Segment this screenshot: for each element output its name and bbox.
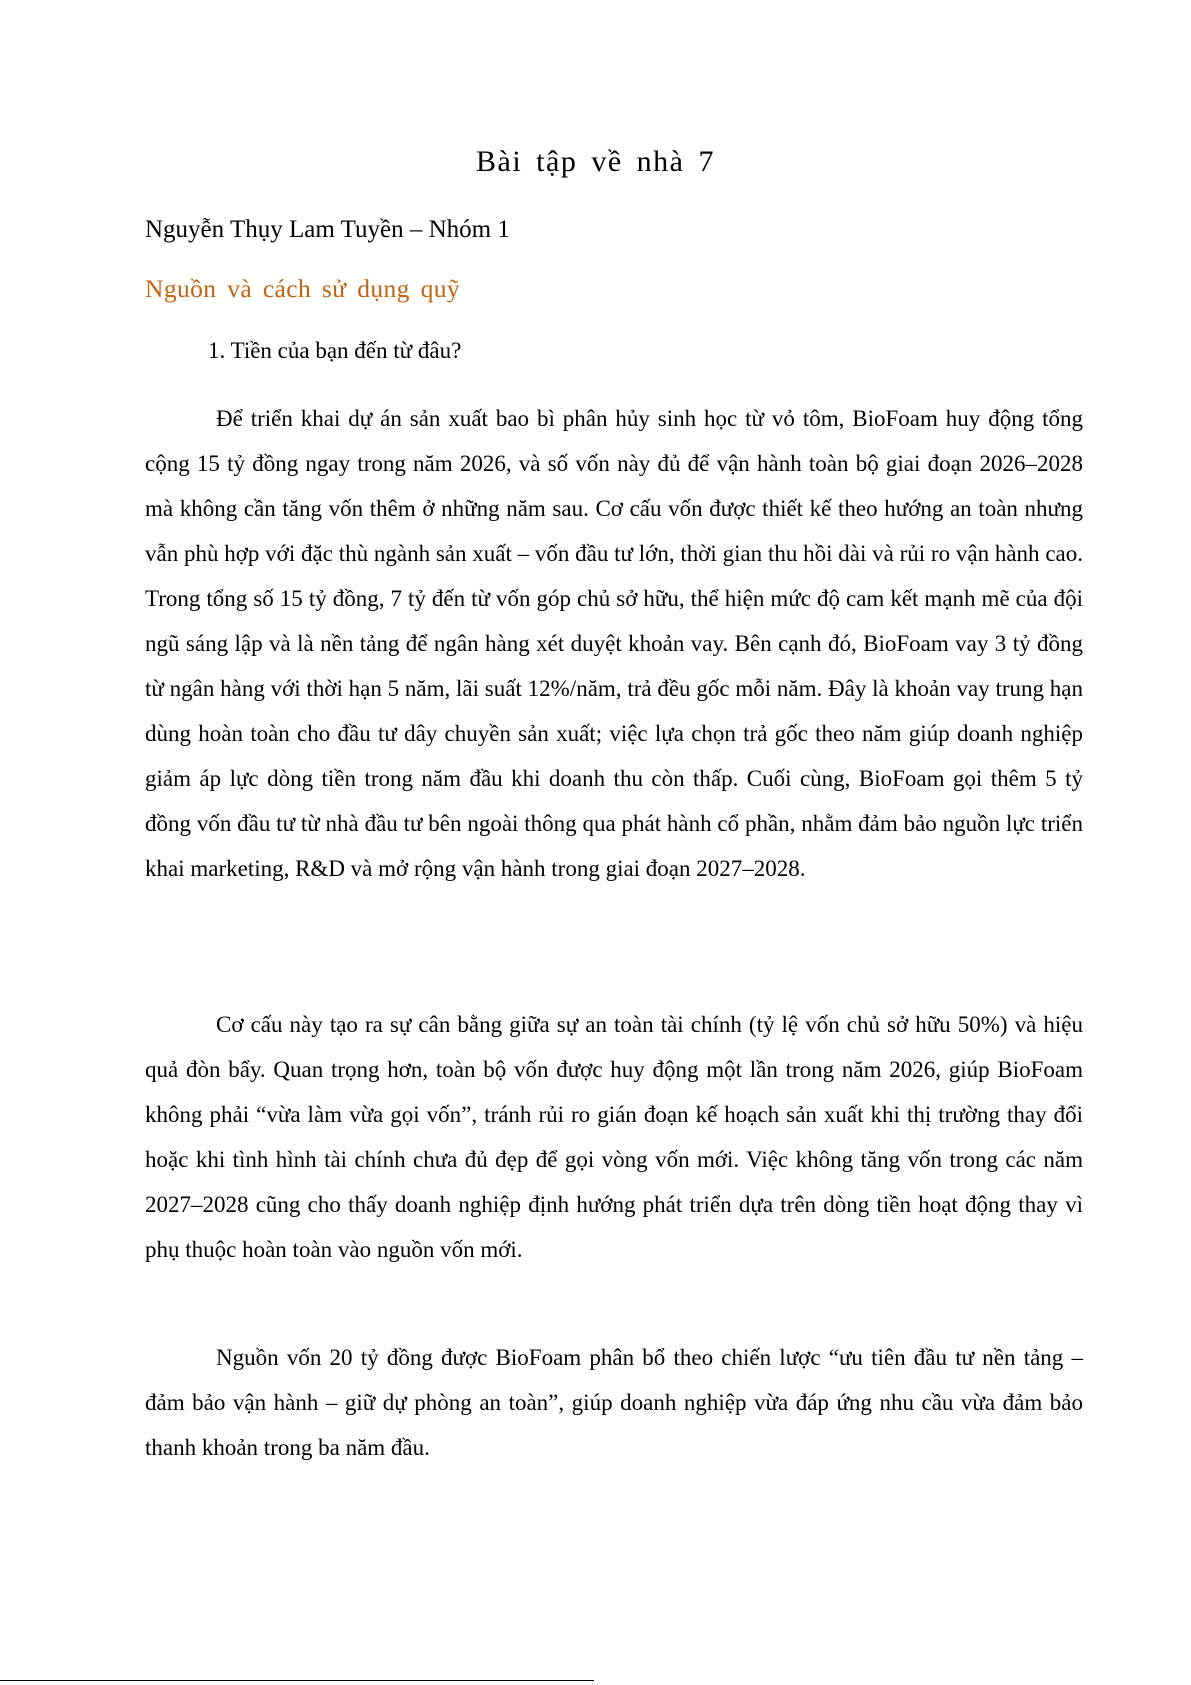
author-line: Nguyễn Thụy Lam Tuyền – Nhóm 1	[145, 216, 510, 243]
paragraph-1: Để triển khai dự án sản xuất bao bì phân hủy sinh học từ vỏ tôm, BioFoam huy động tổng cộng 15 tỷ đồng ngay trong năm 2026, và số vốn này đủ để vận hành toàn bộ giai đoạn 2026–2028 mà không cần tăng vốn thêm ở những năm sau. Cơ cấu vốn được thiết kế theo hướng an toàn nhưng vẫn phù hợp với đặc thù ngành sản xuất – vốn đầu tư lớn, thời gian thu hồi dài và rủi ro vận hành cao. Trong tổng số 15 tỷ đồng, 7 tỷ đến từ vốn góp chủ sở hữu, thể hiện mức độ cam kết mạnh mẽ của đội ngũ sáng lập và là nền tảng để ngân hàng xét duyệt khoản vay. Bên cạnh đó, BioFoam vay 3 tỷ đồng từ ngân hàng với thời hạn 5 năm, lãi suất 12%/năm, trả đều gốc mỗi năm. Đây là khoản vay trung hạn dùng hoàn toàn cho đầu tư dây chuyền sản xuất; việc lựa chọn trả gốc theo năm giúp doanh nghiệp giảm áp lực dòng tiền trong năm đầu khi doanh thu còn thấp. Cuối cùng, BioFoam gọi thêm 5 tỷ đồng vốn đầu tư từ nhà đầu tư bên ngoài thông qua phát hành cổ phần, nhằm đảm bảo nguồn lực triển khai marketing, R&D và mở rộng vận hành trong giai đoạn 2027–2028.	[145, 406, 1083, 881]
document-title: Bài tập về nhà 7	[476, 145, 715, 178]
paragraph-2: Cơ cấu này tạo ra sự cân bằng giữa sự an toàn tài chính (tỷ lệ vốn chủ sở hữu 50%) và hiệu quả đòn bẩy. Quan trọng hơn, toàn bộ vốn được huy động một lần trong năm 2026, giúp BioFoam không phải “vừa làm vừa gọi vốn”, tránh rủi ro gián đoạn kế hoạch sản xuất khi thị trường thay đổi hoặc khi tình hình tài chính chưa đủ đẹp để gọi vòng vốn mới. Việc không tăng vốn trong các năm 2027–2028 cũng cho thấy doanh nghiệp định hướng phát triển dựa trên dòng tiền hoạt động thay vì phụ thuộc hoàn toàn vào nguồn vốn mới.	[145, 1012, 1083, 1262]
footnote-separator	[0, 1680, 594, 1681]
section-heading: Nguồn và cách sử dụng quỹ	[145, 274, 461, 303]
paragraph-3: Nguồn vốn 20 tỷ đồng được BioFoam phân bổ theo chiến lược “ưu tiên đầu tư nền tảng – đảm bảo vận hành – giữ dự phòng an toàn”, giúp doanh nghiệp vừa đáp ứng nhu cầu vừa đảm bảo thanh khoản trong ba năm đầu.	[145, 1345, 1083, 1460]
question-heading: 1. Tiền của bạn đến từ đâu?	[208, 338, 462, 363]
